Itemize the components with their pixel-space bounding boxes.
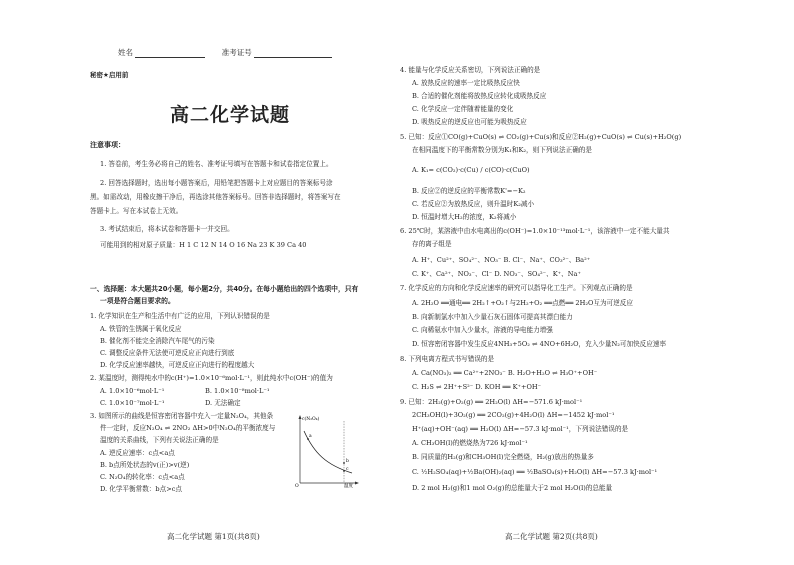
option-row: A. H⁺、Cu²⁺、SO₄²⁻、NO₃⁻ B. Cl⁻、Na⁺、CO₃²⁻、Ba²⁺ <box>412 256 591 264</box>
option: D. 恒温时增大H₂的浓度，K₂将减小 <box>412 213 517 221</box>
question-3: 3. 如图所示的曲线是恒容密闭容器中充入一定量N₂O₄，其他条 <box>90 412 274 420</box>
point-c <box>343 470 345 472</box>
question-5: 5. 已知：反应①CO(g)+CuO(s) ⇌ CO₂(g)+Cu(s)和反应②H₂(g)+CuO(s) ⇌ Cu(s)+H₂O(g) <box>400 133 682 141</box>
question-6-cont: 存的离子组是 <box>412 240 452 248</box>
option: C. 若反应②为放热反应，则升温时K₂减小 <box>412 200 535 208</box>
option: D. 恒容密闭容器中发生反应4NH₃+5O₂ ⇌ 4NO+6H₂O，充入少量N₂可加快反应速率 <box>412 340 667 348</box>
option-row: C. H₂S ⇌ 2H⁺+S²⁻ D. KOH ══ K⁺+OH⁻ <box>412 383 542 391</box>
secret-mark: 秘密★启用前 <box>90 71 129 79</box>
x-axis-arrow <box>355 482 359 485</box>
note-line: 答题卡上。写在本试卷上无效。 <box>90 207 183 215</box>
concentration-temperature-chart <box>292 413 360 488</box>
note-line: 黑。如需改动，用橡皮擦干净后，再选涂其他答案标号。回答非选择题时，将答案写在 <box>90 193 341 201</box>
option: A. 2H₂O ══通电══ 2H₂↑+O₂↑与2H₂+O₂ ══点燃══ 2H₂O互为可逆反应 <box>412 299 633 307</box>
point-b <box>343 462 345 464</box>
option: C. 调整反应条件无法使可逆反应正向进行到底 <box>100 349 235 357</box>
option: A. K₁= c(CO₂)·c(Cu) / c(CO)·c(CuO) <box>412 166 530 174</box>
question-9-cont: 2CH₃OH(l)+3O₂(g) ══ 2CO₂(g)+4H₂O(l) ΔH=−1452 kJ·mol⁻¹ <box>412 411 615 419</box>
option: B. 1.0×10⁻⁸mol·L⁻¹ <box>205 387 270 395</box>
option: A. 逆反应速率：c点<a点 <box>100 449 175 457</box>
note-line: 1. 答卷前，考生务必将自己的姓名、准考证号填写在答题卡和试卷指定位置上。 <box>100 160 333 168</box>
note-line: 2. 回答选择题时，选出每小题答案后，用铅笔把答题卡上对应题目的答案标号涂 <box>100 179 333 187</box>
option: A. 1.0×10⁻⁶mol·L⁻¹ <box>100 387 165 395</box>
option: A. CH₃OH(l)的燃烧热为726 kJ·mol⁻¹ <box>412 439 528 447</box>
option: B. 同质量的H₂(g)和CH₃OH(l)完全燃烧，H₂(g)放出的热量多 <box>412 453 594 461</box>
option-row: A. Ca(NO₃)₂ ══ Ca²⁺+2NO₃⁻ B. H₂O+H₂O ⇌ H₃O⁺+OH⁻ <box>412 369 598 377</box>
question-5-cont: 在相同温度下的平衡常数分别为K₁和K₂，则下列说法正确的是 <box>412 146 592 154</box>
question-8: 8. 下列电离方程式书写错误的是 <box>400 355 495 363</box>
option: C. ½H₂SO₄(aq)+½Ba(OH)₂(aq) ══ ½BaSO₄(s)+H₂O(l) ΔH=−57.3 kJ·mol⁻¹ <box>412 468 658 476</box>
question-3-cont: 件一定时，反应N₂O₄ ⇌ 2NO₂ ΔH>0中N₂O₄的平衡浓度与 <box>100 424 276 432</box>
option-row: C. K⁺、Ca²⁺、NO₃⁻、Cl⁻ D. NO₃⁻、SO₄²⁻、K⁺、Na⁺ <box>412 270 581 278</box>
option: C. 1.0×10⁻⁷mol·L⁻¹ <box>100 399 165 407</box>
section-heading: 一、选择题：本大题共20小题，每小题2分，共40分。在每小题给出的四个选项中，只有 <box>90 285 359 293</box>
question-4: 4. 能量与化学反应关系密切，下列说法正确的是 <box>400 66 541 74</box>
note-line: 3. 考试结束后，将本试卷和答题卡一并交回。 <box>100 225 234 233</box>
option: B. 催化剂不能完全消除汽车尾气的污染 <box>100 337 215 345</box>
name-field[interactable] <box>135 49 205 58</box>
option: D. 化学平衡常数：b点>c点 <box>100 485 183 493</box>
option: C. 化学反应一定伴随着能量的变化 <box>412 105 514 113</box>
notes-heading: 注意事项： <box>90 141 125 149</box>
question-9: 9. 已知：2H₂(g)+O₂(g) ══ 2H₂O(l) ΔH=−571.6 kJ·mol⁻¹ <box>400 398 583 406</box>
option: B. b点所处状态的v(正)>v(逆) <box>100 461 190 469</box>
y-axis-label: c(N₂O₄) <box>302 417 320 422</box>
point-a-label: a <box>309 434 312 439</box>
option: B. 合适的催化剂能将放热反应转化成吸热反应 <box>412 92 547 100</box>
option: A. 放热反应的速率一定比吸热反应快 <box>412 79 520 87</box>
option: C. 向稀氨水中加入少量水，溶液的导电能力增强 <box>412 326 553 334</box>
ticket-field[interactable] <box>254 49 332 58</box>
origin-label: O <box>295 484 299 488</box>
question-9-cont: H⁺(aq)+OH⁻(aq) ══ H₂O(l) ΔH=−57.3 kJ·mol⁻¹，下列说法错误的是 <box>412 425 629 433</box>
point-b-label: b <box>346 459 349 464</box>
footer-right: 高二化学试题 第2页(共8页) <box>505 532 598 541</box>
option: C. N₂O₄的转化率：c点<a点 <box>100 473 185 481</box>
footer-left: 高二化学试题 第1页(共8页) <box>167 532 260 541</box>
x-axis-label: 温度 <box>344 484 353 488</box>
option: B. 向新制氯水中加入少量石灰石固体可提高其漂白能力 <box>412 313 573 321</box>
note-line: 可能用到的相对原子质量：H 1 C 12 N 14 O 16 Na 23 K 39 Ca 40 <box>100 241 307 249</box>
option: D. 无法确定 <box>205 399 241 407</box>
option: A. 铁管的生锈属于氧化反应 <box>100 325 182 333</box>
candidate-header <box>118 47 346 58</box>
question-7: 7. 化学反应的方向和化学反应速率的研究可以指导化工生产。下列观点正确的是 <box>400 284 633 292</box>
page-title: 高二化学试题 <box>170 104 291 126</box>
option: D. 吸热反应的逆反应也可能为吸热反应 <box>412 118 527 126</box>
question-6: 6. 25℃时，某溶液中由水电离出的c(OH⁻)=1.0×10⁻¹³mol·L⁻¹，该溶液中一定不能大量共 <box>400 227 670 235</box>
option: B. 反应②的逆反应的平衡常数K'=−K₂ <box>412 187 526 195</box>
section-heading-cont: 一项是符合题目要求的。 <box>100 297 175 305</box>
option: D. 2 mol H₂(g)和1 mol O₂(g)的总能量大于2 mol H₂O(l)的总能量 <box>412 484 613 492</box>
question-1: 1. 化学知识在生产和生活中有广泛的应用，下列认识错误的是 <box>90 312 270 320</box>
point-c-label: c <box>346 467 349 472</box>
option: D. 化学反应速率越快，可逆反应正向进行的程度越大 <box>100 361 255 369</box>
question-3-cont: 温度的关系曲线，下列有关说法正确的是 <box>100 436 219 444</box>
question-2: 2. 某温度时，测得纯水中的c(H⁺)=1.0×10⁻⁶mol·L⁻¹，则此纯水中c(OH⁻)的值为 <box>90 374 333 382</box>
name-label: 姓名 <box>118 48 133 57</box>
ticket-label: 准考证号 <box>221 48 252 57</box>
